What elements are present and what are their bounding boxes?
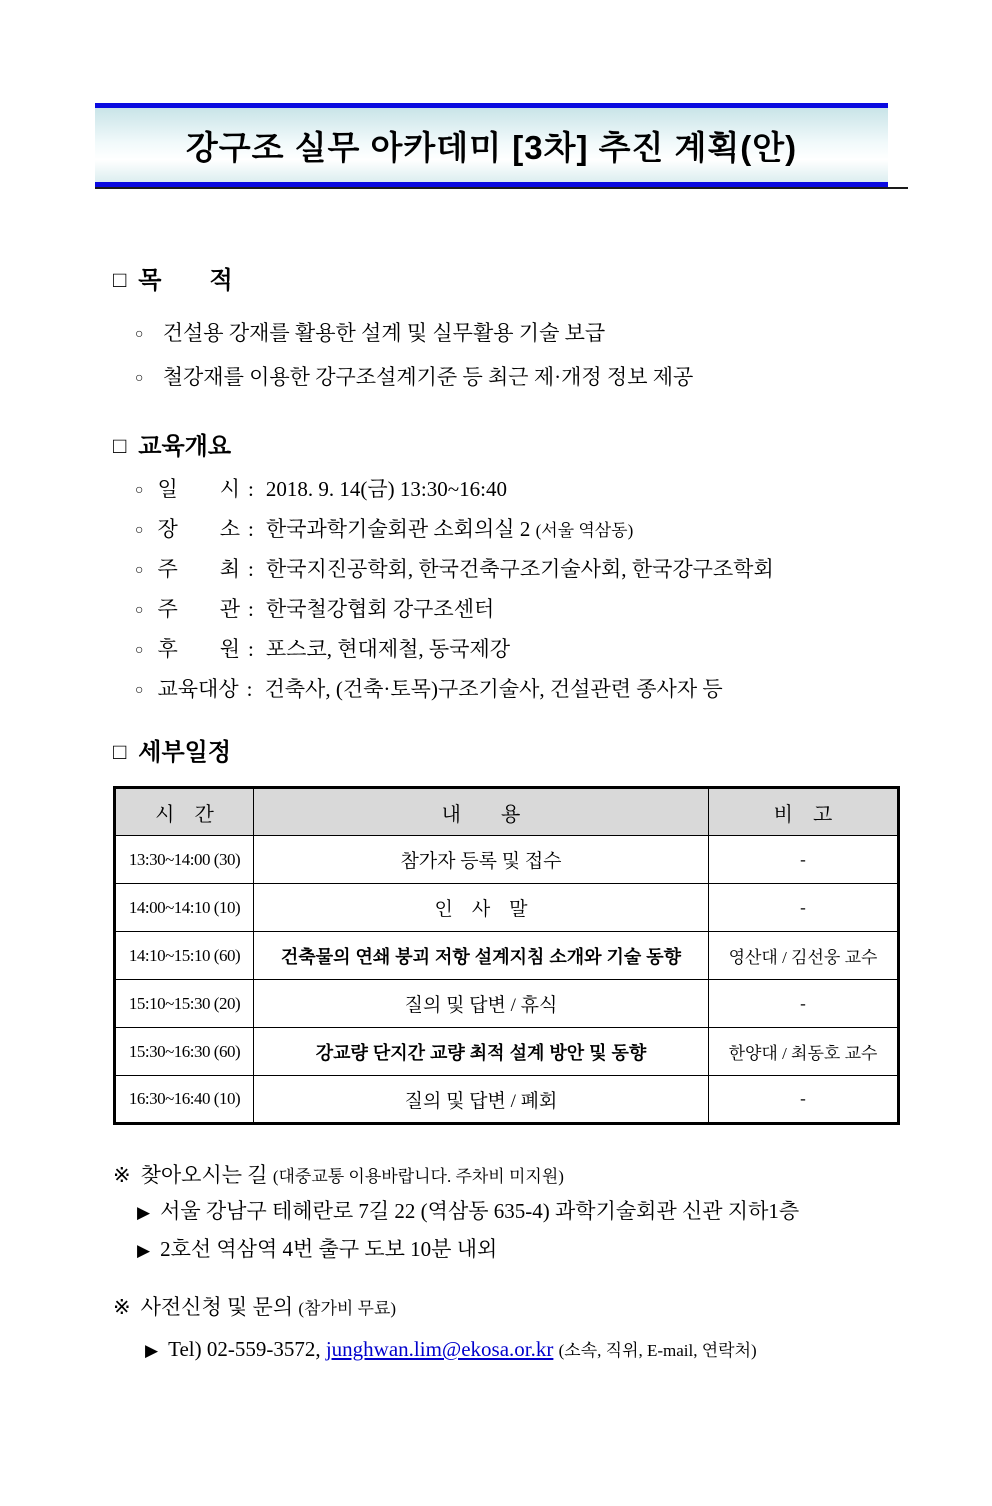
reference-mark-icon: ※ (113, 1295, 131, 1319)
arrow-bullet-icon: ▶ (137, 1203, 151, 1222)
schedule-time: 15:30~16:30 (60) (115, 1028, 254, 1076)
overview-label: 장 소 (157, 517, 241, 541)
document-title: 강구조 실무 아카데미 [3차] 추진 계획(안) (185, 128, 798, 166)
overview-value: 한국철강협회 강구조센터 (265, 597, 495, 621)
overview-row-sponsors (135, 631, 992, 671)
overview-heading-label: 교육개요 (138, 433, 232, 460)
purpose-heading (113, 265, 992, 297)
section-schedule (0, 737, 992, 1125)
overview-row-venue (135, 511, 992, 551)
overview-value: 한국지진공학회, 한국건축구조기술사회, 한국강구조학회 (265, 557, 774, 581)
schedule-remark: 영산대 / 김선웅 교수 (709, 932, 899, 980)
arrow-bullet-icon: ▶ (137, 1241, 151, 1260)
directions-note: (대중교통 이용바랍니다. 주차비 미지원) (272, 1167, 564, 1186)
overview-value-note: (서울 역삼동) (535, 521, 634, 540)
schedule-row (115, 1028, 899, 1076)
schedule-time: 15:10~15:30 (20) (115, 980, 254, 1028)
purpose-heading-label: 목 적 (138, 267, 233, 294)
document-page (0, 103, 992, 1369)
schedule-time: 16:30~16:40 (10) (115, 1076, 254, 1124)
reference-mark-icon: ※ (113, 1163, 131, 1187)
contact-tel-line (145, 1331, 992, 1369)
schedule-remark: 한양대 / 최동호 교수 (709, 1028, 899, 1076)
schedule-row (115, 932, 899, 980)
circle-bullet-icon: ○ (135, 603, 144, 618)
overview-value: 한국과학기술회관 소회의실 2 (265, 517, 531, 541)
title-banner (95, 103, 888, 187)
directions-heading-label: 찾아오시는 길 (140, 1163, 268, 1187)
square-bullet-icon: □ (113, 267, 127, 292)
circle-bullet-icon: ○ (135, 643, 144, 658)
directions-address-text: 서울 강남구 테헤란로 7길 22 (역삼동 635-4) 과학기술회관 신관 지하1층 (160, 1199, 800, 1223)
purpose-item-text: 건설용 강재를 활용한 설계 및 실무활용 기술 보급 (162, 321, 606, 345)
circle-bullet-icon: ○ (135, 683, 144, 698)
overview-row-hosts (135, 551, 992, 591)
schedule-row (115, 884, 899, 932)
schedule-content: 참가자 등록 및 접수 (254, 836, 709, 884)
purpose-item (135, 357, 992, 401)
schedule-content: 강교량 단지간 교량 최적 설계 방안 및 동향 (254, 1028, 709, 1076)
schedule-row (115, 1076, 899, 1124)
colon-separator: : (248, 477, 254, 501)
overview-value: 건축사, (건축·토목)구조기술사, 건설관련 종사자 등 (264, 677, 723, 701)
overview-value: 포스코, 현대제철, 동국제강 (265, 637, 511, 661)
contact-fee-note: (참가비 무료) (298, 1299, 397, 1318)
schedule-content: 건축물의 연쇄 붕괴 저항 설계지침 소개와 기술 동향 (254, 932, 709, 980)
schedule-heading (113, 737, 992, 769)
directions-subway-line (137, 1231, 992, 1269)
overview-label: 주 최 (157, 557, 241, 581)
schedule-content: 질의 및 답변 / 폐회 (254, 1076, 709, 1124)
contact-heading (113, 1291, 992, 1325)
schedule-content: 질의 및 답변 / 휴식 (254, 980, 709, 1028)
col-header-time: 시 간 (115, 788, 254, 836)
circle-bullet-icon: ○ (135, 563, 144, 578)
overview-row-audience (135, 671, 992, 711)
purpose-item (135, 313, 992, 357)
contact-heading-label: 사전신청 및 문의 (140, 1295, 294, 1319)
directions-address-line (137, 1193, 992, 1231)
overview-label: 교육대상 (157, 677, 239, 701)
col-header-remark: 비 고 (709, 788, 899, 836)
contact-required-info: (소속, 직위, E-mail, 연락처) (558, 1341, 757, 1360)
section-contact (113, 1291, 992, 1369)
contact-email-link[interactable]: junghwan.lim@ekosa.or.kr (325, 1337, 554, 1361)
arrow-bullet-icon: ▶ (145, 1341, 159, 1360)
section-overview (0, 431, 992, 711)
circle-bullet-icon: ○ (135, 327, 144, 342)
colon-separator: : (246, 677, 253, 701)
colon-separator: : (248, 517, 254, 541)
schedule-content: 인 사 말 (254, 884, 709, 932)
schedule-time: 13:30~14:00 (30) (115, 836, 254, 884)
schedule-time: 14:10~15:10 (60) (115, 932, 254, 980)
colon-separator: : (248, 637, 254, 661)
overview-label: 주 관 (157, 597, 241, 621)
circle-bullet-icon: ○ (135, 483, 144, 498)
purpose-item-text: 철강재를 이용한 강구조설계기준 등 최근 제·개정 정보 제공 (162, 365, 694, 389)
overview-label: 일 시 (157, 477, 241, 501)
schedule-remark: - (709, 980, 899, 1028)
banner-underline (95, 187, 908, 189)
schedule-table (113, 786, 900, 1125)
section-directions (113, 1159, 992, 1269)
square-bullet-icon: □ (113, 739, 127, 764)
colon-separator: : (248, 597, 254, 621)
purpose-items (135, 313, 992, 401)
col-header-content: 내 용 (254, 788, 709, 836)
section-purpose (0, 265, 992, 401)
schedule-header-row (115, 788, 899, 836)
overview-value: 2018. 9. 14(금) 13:30~16:40 (265, 477, 507, 501)
directions-subway-text: 2호선 역삼역 4번 출구 도보 10분 내외 (160, 1237, 498, 1261)
circle-bullet-icon: ○ (135, 371, 144, 386)
colon-separator: : (248, 557, 254, 581)
contact-tel-text: Tel) 02-559-3572, (168, 1337, 321, 1361)
schedule-remark: - (709, 884, 899, 932)
overview-row-datetime (135, 471, 992, 511)
schedule-remark: - (709, 1076, 899, 1124)
schedule-row (115, 836, 899, 884)
schedule-remark: - (709, 836, 899, 884)
schedule-row (115, 980, 899, 1028)
schedule-heading-label: 세부일정 (138, 739, 232, 766)
overview-label: 후 원 (157, 637, 241, 661)
overview-row-organizer (135, 591, 992, 631)
overview-heading (113, 431, 992, 463)
directions-heading (113, 1159, 992, 1193)
overview-items (135, 471, 992, 711)
square-bullet-icon: □ (113, 433, 127, 458)
schedule-time: 14:00~14:10 (10) (115, 884, 254, 932)
circle-bullet-icon: ○ (135, 523, 144, 538)
